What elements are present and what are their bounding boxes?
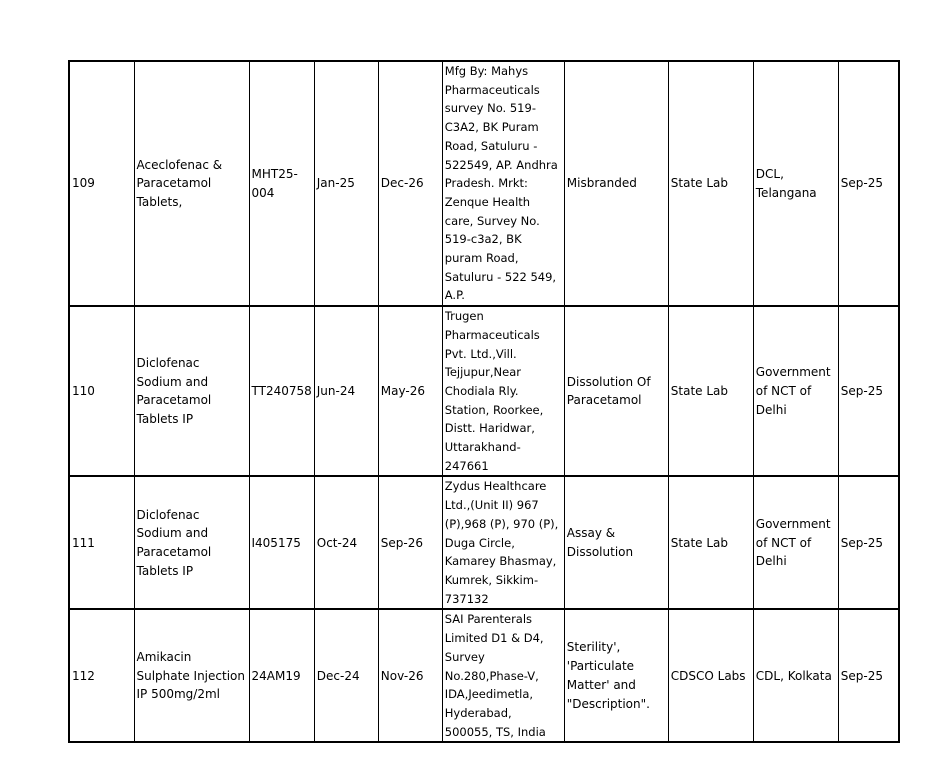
mfg-date-cell: Oct-24 [314,476,378,609]
reason-cell: Misbranded [564,61,668,306]
exp-date-cell: Sep-26 [378,476,442,609]
authority-cell: CDL, Kolkata [753,609,838,742]
month-cell: Sep-25 [838,306,899,476]
mfg-date-cell: Jun-24 [314,306,378,476]
reason-cell: Assay & Dissolution [564,476,668,609]
exp-date-cell: Nov-26 [378,609,442,742]
month-cell: Sep-25 [838,476,899,609]
exp-date-cell: Dec-26 [378,61,442,306]
authority-cell: DCL, Telangana [753,61,838,306]
reported-by-cell: State Lab [668,306,753,476]
manufacturer-text: Mfg By: Mahys Pharmaceuticals survey No. 519-C3A2, BK Puram Road, Satuluru - 522549, AP. Andhra Pradesh. Mrkt: Zenque Health care, Survey No. 519-c3a2, BK puram Road, Satuluru - 522 549, A.P. [444,64,558,303]
manufacturer-cell [442,61,564,306]
month-cell: Sep-25 [838,609,899,742]
manufacturer-text: Trugen Pharmaceuticals Pvt. Ltd.,Vill. Tejjupur,Near Chodiala Rly. Station, Roorkee, Distt. Haridwar, Uttarakhand-247661 [444,309,544,473]
batch-no-cell: TT240758 [249,306,314,476]
authority-cell: Government of NCT of Delhi [753,306,838,476]
manufacturer-cell [442,609,564,742]
batch-no-cell: MHT25-004 [249,61,314,306]
reported-by-cell: State Lab [668,61,753,306]
manufacturer-cell [442,476,564,609]
reason-cell: Dissolution Of Paracetamol [564,306,668,476]
sl-no-cell: 109 [69,61,134,306]
sl-no-cell: 112 [69,609,134,742]
batch-no-cell: I405175 [249,476,314,609]
mfg-date-cell: Jan-25 [314,61,378,306]
drug-name-cell: Aceclofenac & Paracetamol Tablets, [134,61,249,306]
drug-name-cell: Amikacin Sulphate Injection IP 500mg/2ml [134,609,249,742]
manufacturer-cell [442,306,564,476]
manufacturer-text: Zydus Healthcare Ltd.,(Unit II) 967 (P),968 (P), 970 (P), Duga Circle, Kamarey Bhasmay, Kumrek, Sikkim-737132 [444,479,559,606]
table-row [69,306,899,476]
reported-by-cell: State Lab [668,476,753,609]
exp-date-cell: May-26 [378,306,442,476]
batch-no-cell: 24AM19 [249,609,314,742]
drug-name-cell: Diclofenac Sodium and Paracetamol Tablets IP [134,476,249,609]
authority-cell: Government of NCT of Delhi [753,476,838,609]
month-cell: Sep-25 [838,61,899,306]
table-row [69,609,899,742]
reported-by-cell: CDSCO Labs [668,609,753,742]
drug-name-cell: Diclofenac Sodium and Paracetamol Tablets IP [134,306,249,476]
drug-alert-table [68,60,900,743]
table-row [69,61,899,306]
sl-no-cell: 111 [69,476,134,609]
reason-cell: Sterility', 'Particulate Matter' and "Description". [564,609,668,742]
manufacturer-text: SAI Parenterals Limited D1 & D4, Survey No.280,Phase-V, IDA,Jeedimetla, Hyderabad, 500055, TS, India [444,612,546,739]
table-row [69,476,899,609]
sl-no-cell: 110 [69,306,134,476]
mfg-date-cell: Dec-24 [314,609,378,742]
